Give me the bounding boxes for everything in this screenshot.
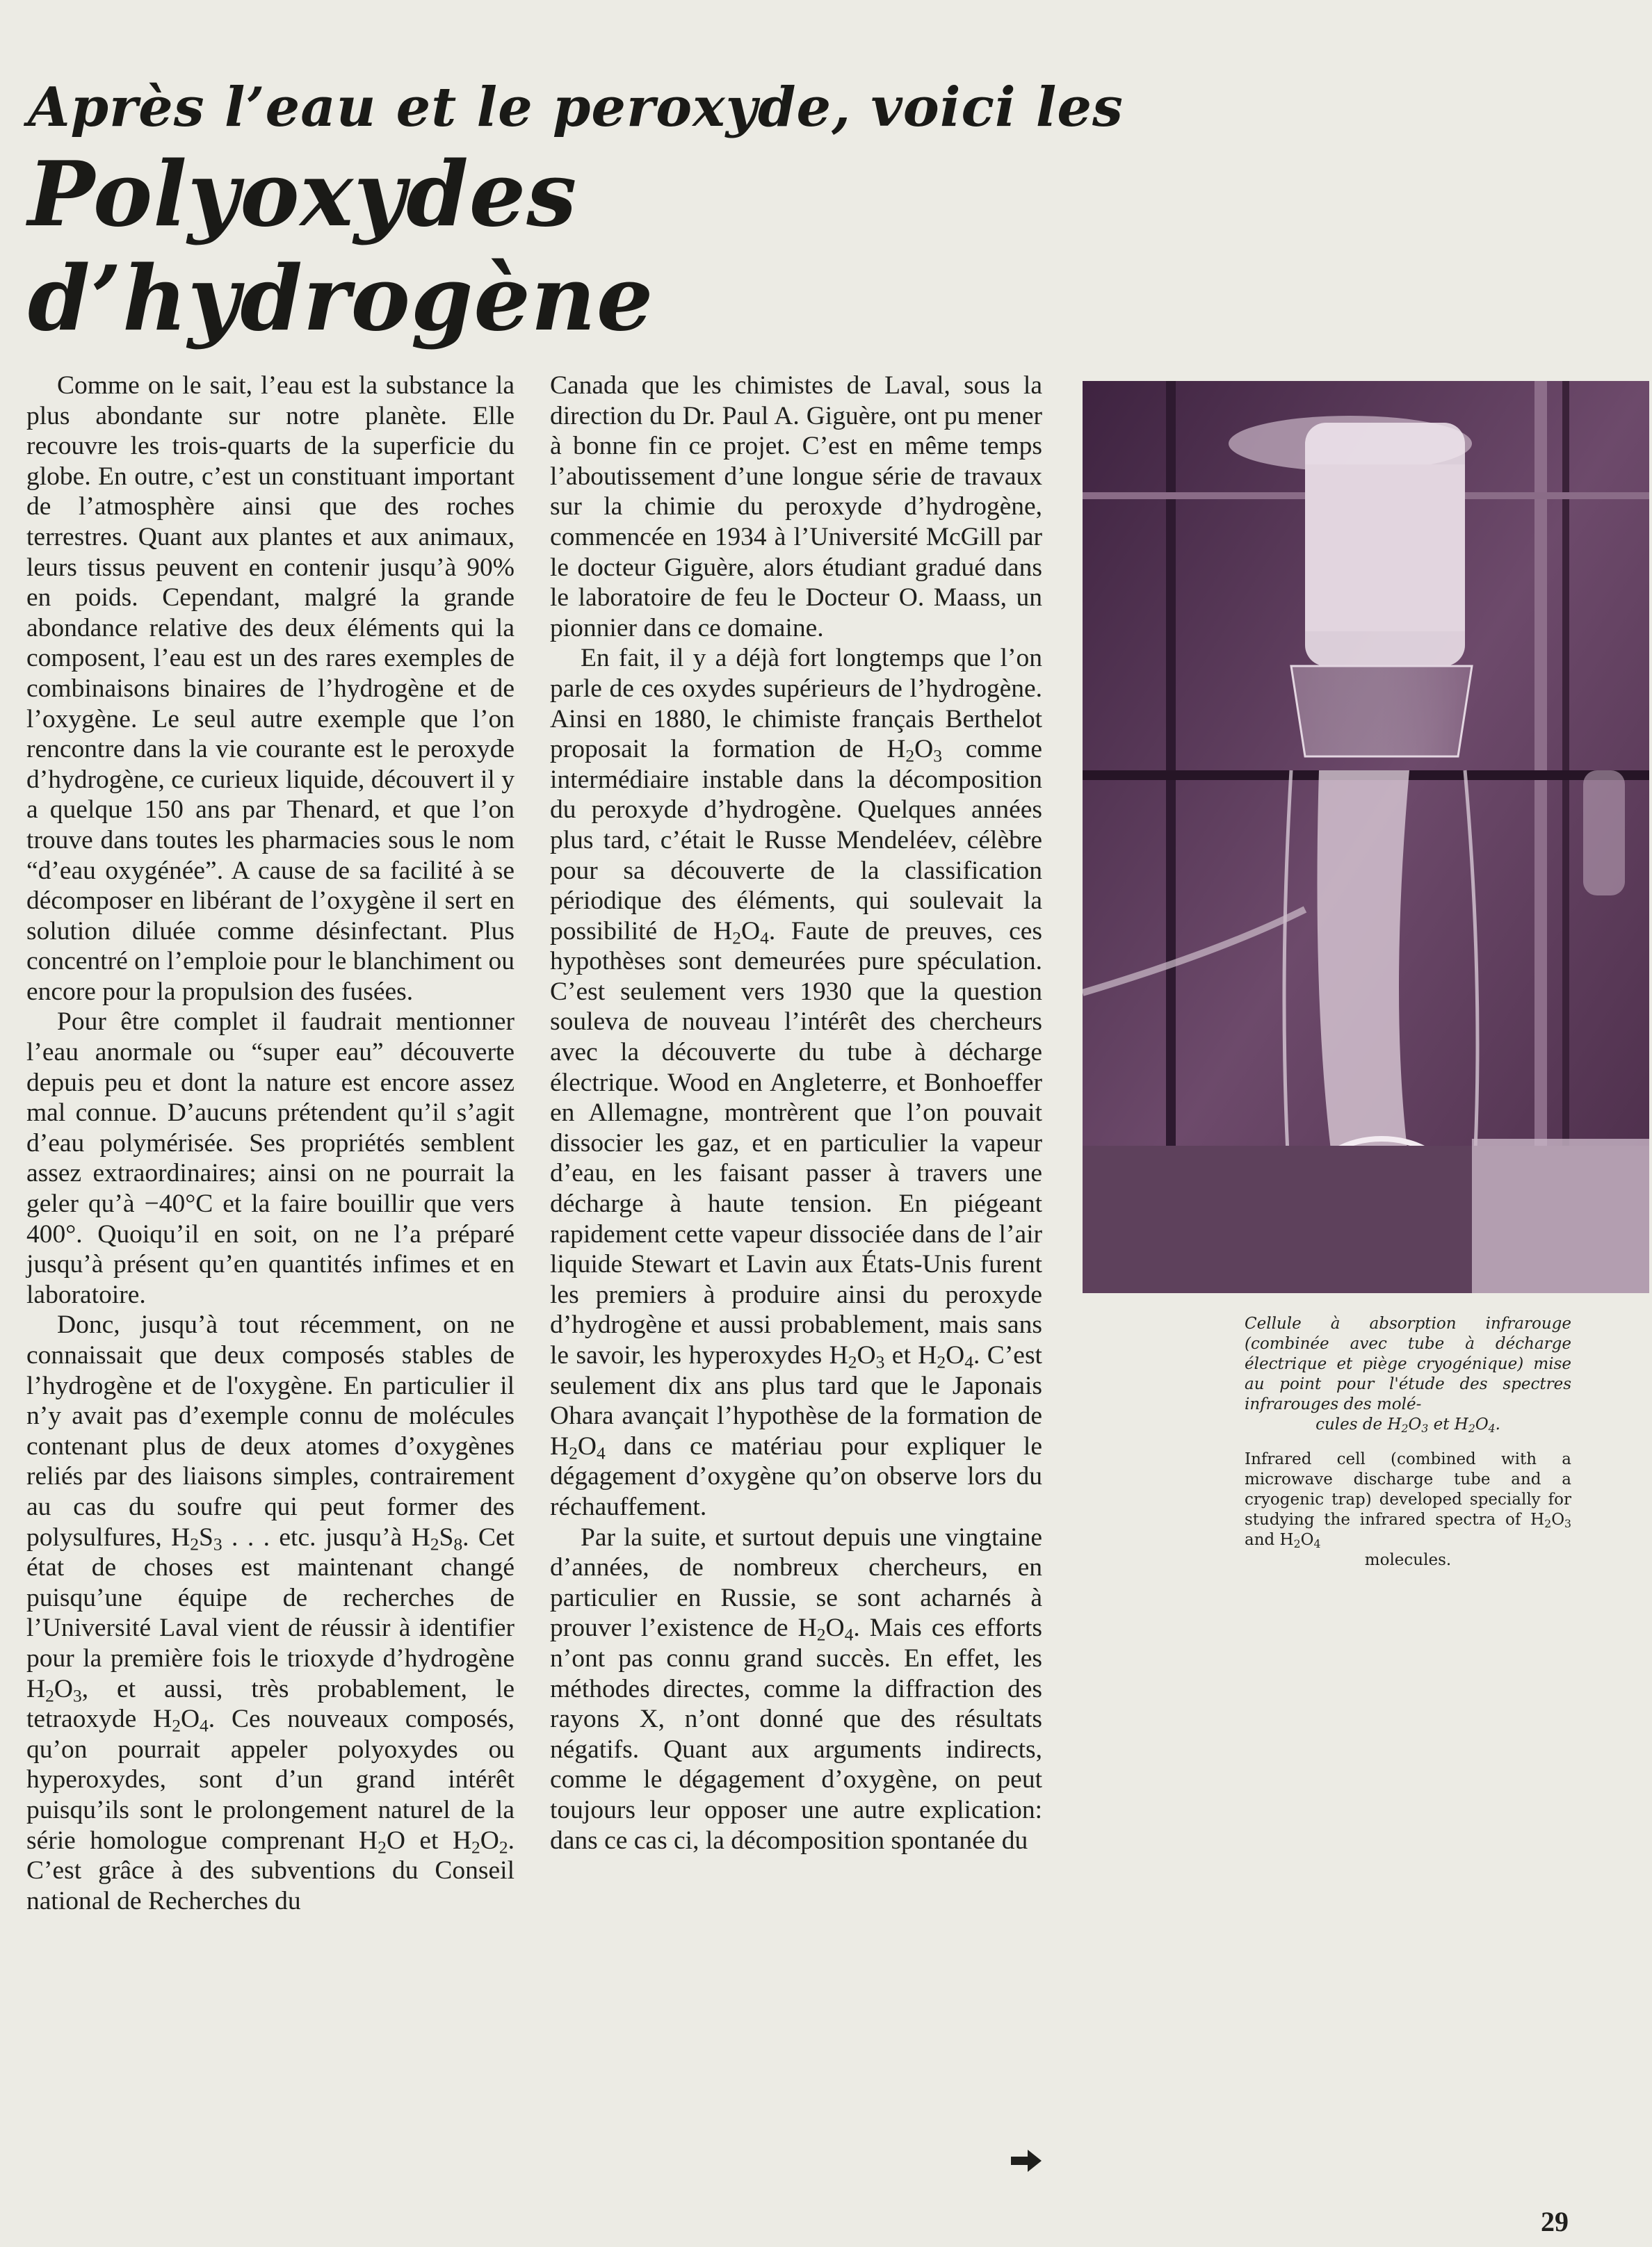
paragraph: En fait, il y a déjà fort longtemps que l’on parle de ces oxydes supérieurs de l’hydrogène. Ainsi en 1880, le chimiste français Berthelot proposait la formation de $H_2O_3$ comme intermédiaire instable dans la décomposition du peroxyde d’hydrogène. Quelques années plus tard, c’était le Russe Mendeléev, célèbre pour sa découverte de la classification périodique des éléments, qui soulevait la possibilité de $H_2O_4$. Faute de preuves, ces hypothèses sont demeurées pure spéculation. C’est seulement vers 1930 que la question souleva de nouveau l’intérêt des chercheurs avec la découverte du tube à décharge électrique. Wood en Angleterre, et Bonhoeffer en Allemagne, montrèrent que l’on pouvait dissocier les gaz, et en particulier la vapeur d’eau, en les faisant passer à travers une décharge à haute tension. En piégeant rapidement cette vapeur dissociée dans de l’air liquide Stewart et Lavin aux États-Unis furent les premiers à produire ainsi du peroxyde d’hydrogène et aussi probablement, mais sans le savoir, les hyperoxydes $H_2O_3$ et $H_2O_4$. C’est seulement dix ans plus tard que le Japonais Ohara avançait l’hypothèse de la formation de $H_2O_4$ dans ce matériau pour expliquer le dégagement d’oxygène qu’on observe lors du réchauffement.	[550, 644, 1042, 1521]
continue-arrow-icon	[1010, 2147, 1043, 2175]
article-headline	[28, 73, 1210, 351]
paragraph: Pour être complet il faudrait mentionner l’eau anormale ou “super eau” découverte depuis peu et dont la nature est encore assez mal connue. D’aucuns prétendent qu’il s’agit d’eau polymérisée. Ses propriétés semblent assez extraordinaires; ainsi on ne pourrait la geler qu’à −40°C et la faire bouillir que vers 400°. Quoiqu’il en soit, on ne l’a préparé jusqu’à présent qu’en quantités infimes et en laboratoire.	[26, 1007, 515, 1309]
article-column-1	[26, 371, 515, 1916]
paragraph: Comme on le sait, l’eau est la substance la plus abondante sur notre planète. Elle recouvre les trois-quarts de la superficie du globe. En outre, c’est un constituant important de l’atmosphère ainsi que des roches terrestres. Quant aux plantes et aux animaux, leurs tissus peuvent en contenir jusqu’à 90% en poids. Cependant, malgré la grande abondance relative des deux éléments qui la composent, l’eau est un des rares exemples de combinaisons binaires de l’hydrogène et de l’oxygène. Le seul autre exemple que l’on rencontre dans la vie courante est le peroxyde d’hydrogène, ce curieux liquide, découvert il y a quelque 150 ans par Thenard, et que l’on trouve dans toutes les pharmacies sous le nom “d’eau oxygénée”. A cause de sa facilité à se décomposer en libérant de l’oxygène il sert en solution diluée comme désinfectant. Plus concentré on l’emploie pour le blanchiment ou encore pour la propulsion des fusées.	[26, 371, 515, 1006]
headline-kicker: Après l’eau et le peroxyde, voici les	[28, 76, 1124, 139]
headline-title: Polyoxydes	[28, 143, 578, 247]
page-number: 29	[1541, 2206, 1569, 2237]
infrared-cell-photo	[1083, 381, 1649, 1293]
paragraph: Canada que les chimistes de Laval, sous la direction du Dr. Paul A. Giguère, ont pu mener à bonne fin ce projet. C’est en même temps l’aboutissement d’une longue série de travaux sur la chimie du peroxyde d’hydrogène, commencée en 1934 à l’Université McGill par le docteur Giguère, alors étudiant gradué dans le laboratoire de feu le Docteur O. Maass, un pionnier dans ce domaine.	[550, 371, 1042, 642]
headline-title-2: d’hydrogène	[28, 247, 654, 351]
caption-english: Infrared cell (combined with a microwave discharge tube and a cryogenic trap) developed specially for studying the infrared spectra of $H_2O_3$ and $H_2O_4$ molecules.	[1245, 1450, 1571, 1569]
article-column-2	[550, 371, 1042, 1856]
paragraph: Donc, jusqu’à tout récemment, on ne connaissait que deux composés stables de l’hydrogène et de l'oxygène. En particulier il n’y avait pas d’exemple connu de molécules contenant plus de deux atomes d’oxygènes reliés par des liaisons simples, contrairement au cas du soufre qui peut former des polysulfures, $H_2S_3$ . . . etc. jusqu’à $H_2S_8$. Cet état de choses est maintenant changé puisqu’une équipe de recherches de l’Université Laval vient de réussir à identifier pour la première fois le trioxyde d’hydrogène $H_2O_3$, et aussi, très probablement, le tetraoxyde $H_2O_4$. Ces nouveaux composés, qu’on pourrait appeler polyoxydes ou hyperoxydes, sont d’un grand intérêt puisqu’ils sont le prolongement naturel de la série homologue comprenant $H_2O$ et $H_2O_2$. C’est grâce à des subventions du Conseil national de Recherches du	[26, 1311, 515, 1915]
caption-french: Cellule à absorption infrarouge (combinée avec tube à décharge électrique et piège cryogénique) mise au point pour l'étude des spectres infrarouges des molé- cules de $H_2O_3$ et $H_2O_4$.	[1245, 1315, 1571, 1435]
paragraph: Par la suite, et surtout depuis une vingtaine d’années, de nombreux chercheurs, en particulier en Russie, se sont acharnés à prouver l’existence de $H_2O_4$. Mais ces efforts n’ont pas connu grand succès. En effet, les méthodes directes, comme la diffraction des rayons X, n’ont donné que des résultats négatifs. Quant aux arguments indirects, comme le dégagement d’oxygène, on peut toujours leur opposer une autre explication: dans ce cas ci, la décomposition spontanée du	[550, 1523, 1042, 1855]
